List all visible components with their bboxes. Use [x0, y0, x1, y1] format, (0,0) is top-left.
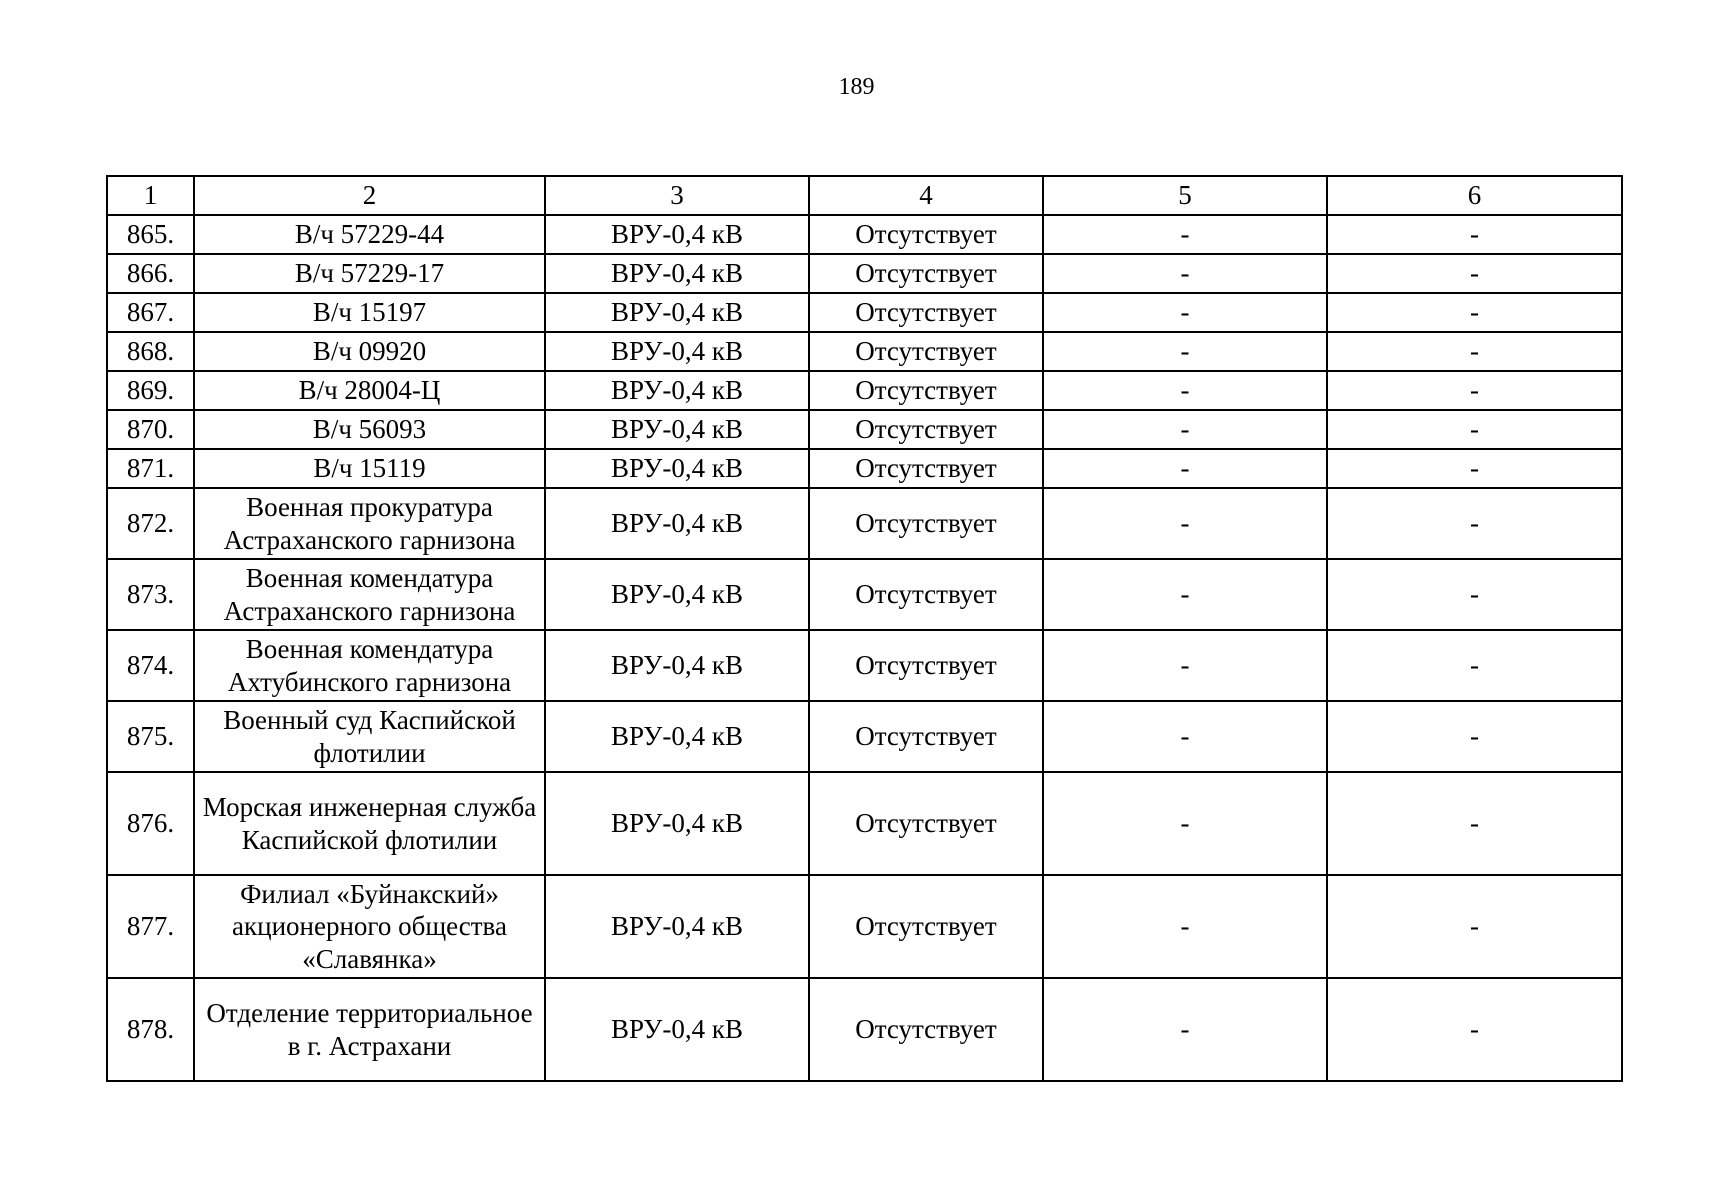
- column-5-cell: -: [1043, 978, 1327, 1081]
- status-cell: Отсутствует: [809, 701, 1043, 772]
- column-6-cell: -: [1327, 559, 1622, 630]
- column-6-cell: -: [1327, 488, 1622, 559]
- row-number-cell: 866.: [107, 254, 194, 293]
- table-row: [107, 875, 1622, 978]
- object-name-cell: Военная комендатура Астраханского гарнизона: [194, 559, 545, 630]
- equipment-cell: ВРУ-0,4 кВ: [545, 488, 809, 559]
- column-header-4: 4: [809, 176, 1043, 215]
- status-cell: Отсутствует: [809, 254, 1043, 293]
- object-name-cell: В/ч 09920: [194, 332, 545, 371]
- column-5-cell: -: [1043, 875, 1327, 978]
- status-cell: Отсутствует: [809, 978, 1043, 1081]
- equipment-cell: ВРУ-0,4 кВ: [545, 410, 809, 449]
- column-5-cell: -: [1043, 410, 1327, 449]
- column-5-cell: -: [1043, 772, 1327, 875]
- equipment-cell: ВРУ-0,4 кВ: [545, 772, 809, 875]
- column-5-cell: -: [1043, 559, 1327, 630]
- status-cell: Отсутствует: [809, 772, 1043, 875]
- equipment-cell: ВРУ-0,4 кВ: [545, 875, 809, 978]
- column-header-5: 5: [1043, 176, 1327, 215]
- row-number-cell: 878.: [107, 978, 194, 1081]
- table-row: [107, 371, 1622, 410]
- table-row: [107, 410, 1622, 449]
- column-6-cell: -: [1327, 293, 1622, 332]
- table-row: [107, 254, 1622, 293]
- column-6-cell: -: [1327, 215, 1622, 254]
- row-number-cell: 875.: [107, 701, 194, 772]
- column-header-6: 6: [1327, 176, 1622, 215]
- column-5-cell: -: [1043, 332, 1327, 371]
- column-6-cell: -: [1327, 978, 1622, 1081]
- status-cell: Отсутствует: [809, 293, 1043, 332]
- status-cell: Отсутствует: [809, 332, 1043, 371]
- table-row: [107, 293, 1622, 332]
- registry-table: [106, 175, 1623, 1082]
- column-5-cell: -: [1043, 254, 1327, 293]
- column-6-cell: -: [1327, 772, 1622, 875]
- equipment-cell: ВРУ-0,4 кВ: [545, 630, 809, 701]
- column-5-cell: -: [1043, 488, 1327, 559]
- status-cell: Отсутствует: [809, 630, 1043, 701]
- equipment-cell: ВРУ-0,4 кВ: [545, 332, 809, 371]
- status-cell: Отсутствует: [809, 488, 1043, 559]
- object-name-cell: В/ч 57229-17: [194, 254, 545, 293]
- row-number-cell: 871.: [107, 449, 194, 488]
- equipment-cell: ВРУ-0,4 кВ: [545, 559, 809, 630]
- object-name-cell: Военная прокуратура Астраханского гарнизона: [194, 488, 545, 559]
- table-row: [107, 630, 1622, 701]
- column-header-3: 3: [545, 176, 809, 215]
- equipment-cell: ВРУ-0,4 кВ: [545, 254, 809, 293]
- column-6-cell: -: [1327, 875, 1622, 978]
- column-5-cell: -: [1043, 215, 1327, 254]
- row-number-cell: 874.: [107, 630, 194, 701]
- equipment-cell: ВРУ-0,4 кВ: [545, 371, 809, 410]
- equipment-cell: ВРУ-0,4 кВ: [545, 293, 809, 332]
- status-cell: Отсутствует: [809, 559, 1043, 630]
- column-header-2: 2: [194, 176, 545, 215]
- equipment-cell: ВРУ-0,4 кВ: [545, 978, 809, 1081]
- row-number-cell: 865.: [107, 215, 194, 254]
- column-6-cell: -: [1327, 332, 1622, 371]
- object-name-cell: В/ч 56093: [194, 410, 545, 449]
- object-name-cell: В/ч 15197: [194, 293, 545, 332]
- row-number-cell: 870.: [107, 410, 194, 449]
- column-5-cell: -: [1043, 701, 1327, 772]
- status-cell: Отсутствует: [809, 449, 1043, 488]
- column-6-cell: -: [1327, 371, 1622, 410]
- row-number-cell: 876.: [107, 772, 194, 875]
- table-row: [107, 488, 1622, 559]
- row-number-cell: 867.: [107, 293, 194, 332]
- object-name-cell: Военный суд Каспийской флотилии: [194, 701, 545, 772]
- row-number-cell: 868.: [107, 332, 194, 371]
- table-row: [107, 559, 1622, 630]
- column-6-cell: -: [1327, 701, 1622, 772]
- equipment-cell: ВРУ-0,4 кВ: [545, 701, 809, 772]
- row-number-cell: 877.: [107, 875, 194, 978]
- status-cell: Отсутствует: [809, 875, 1043, 978]
- table-row: [107, 772, 1622, 875]
- object-name-cell: В/ч 28004-Ц: [194, 371, 545, 410]
- page-number: 189: [838, 74, 875, 100]
- column-6-cell: -: [1327, 449, 1622, 488]
- equipment-cell: ВРУ-0,4 кВ: [545, 215, 809, 254]
- column-5-cell: -: [1043, 630, 1327, 701]
- object-name-cell: Военная комендатура Ахтубинского гарнизона: [194, 630, 545, 701]
- object-name-cell: Морская инженерная служба Каспийской флотилии: [194, 772, 545, 875]
- table-row: [107, 215, 1622, 254]
- column-6-cell: -: [1327, 254, 1622, 293]
- table-row: [107, 978, 1622, 1081]
- object-name-cell: Филиал «Буйнакский» акционерного общества «Славянка»: [194, 875, 545, 978]
- header-row: [107, 176, 1622, 215]
- table-row: [107, 332, 1622, 371]
- equipment-cell: ВРУ-0,4 кВ: [545, 449, 809, 488]
- column-header-1: 1: [107, 176, 194, 215]
- object-name-cell: В/ч 15119: [194, 449, 545, 488]
- row-number-cell: 869.: [107, 371, 194, 410]
- row-number-cell: 872.: [107, 488, 194, 559]
- status-cell: Отсутствует: [809, 410, 1043, 449]
- object-name-cell: Отделение территориальное в г. Астрахани: [194, 978, 545, 1081]
- column-5-cell: -: [1043, 371, 1327, 410]
- status-cell: Отсутствует: [809, 371, 1043, 410]
- column-5-cell: -: [1043, 293, 1327, 332]
- table-row: [107, 449, 1622, 488]
- column-6-cell: -: [1327, 630, 1622, 701]
- column-5-cell: -: [1043, 449, 1327, 488]
- object-name-cell: В/ч 57229-44: [194, 215, 545, 254]
- status-cell: Отсутствует: [809, 215, 1043, 254]
- table-row: [107, 701, 1622, 772]
- column-6-cell: -: [1327, 410, 1622, 449]
- row-number-cell: 873.: [107, 559, 194, 630]
